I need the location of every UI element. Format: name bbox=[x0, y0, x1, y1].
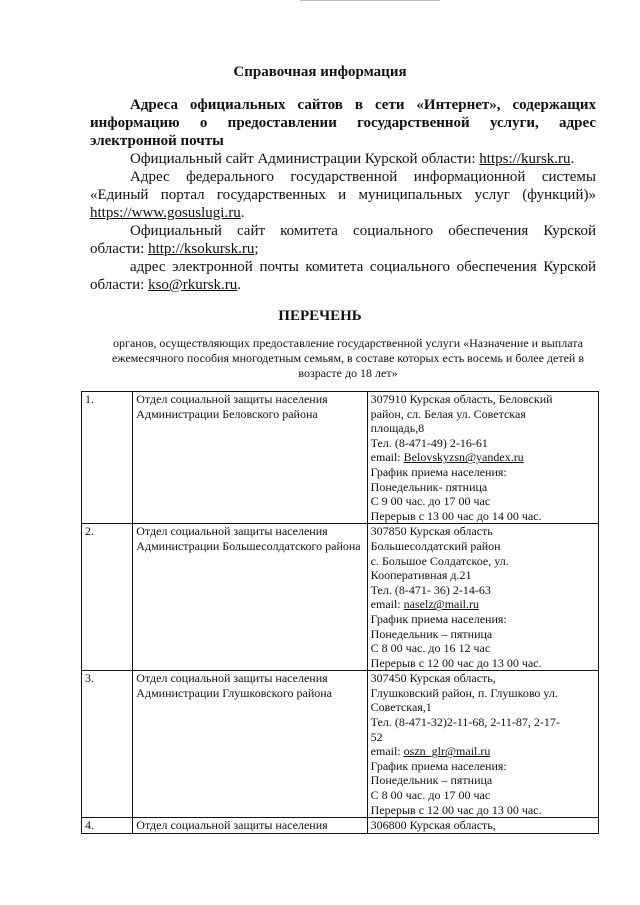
schedule-line: Перерыв с 12 00 час до 13 00 час. bbox=[370, 802, 542, 817]
email-link[interactable]: oszn_glr@mail.ru bbox=[403, 744, 491, 759]
paragraph-text: адрес электронной почты комитета социального обеспечения Курской области: bbox=[90, 259, 596, 293]
address-line: 307910 Курская область, Беловский bbox=[370, 392, 553, 406]
kursk-site-link[interactable]: https://kursk.ru bbox=[479, 151, 571, 167]
organization-name: Отдел социальной защиты населения Администрации Большесолдатского района bbox=[133, 524, 367, 671]
table-row bbox=[82, 671, 599, 818]
address-line: Кооперативная д.21 bbox=[370, 568, 472, 583]
address-line: 52 bbox=[370, 729, 383, 744]
paragraph-gosuslugi bbox=[90, 168, 596, 222]
punct: . bbox=[240, 205, 245, 221]
email-label: email: bbox=[370, 744, 404, 759]
email-line bbox=[371, 744, 595, 759]
list-subtitle: органов, осуществляющих предоставление государственной услуги «Назначение и выплата ежемесячного пособия многодетным семьям, в составе которых есть восемь и более детей в возрасте до 18 лет» bbox=[111, 336, 585, 380]
table-row bbox=[82, 524, 599, 671]
email-label: email: bbox=[370, 597, 404, 612]
organization-name: Отдел социальной защиты населения bbox=[133, 818, 367, 834]
schedule-line: Понедельник- пятница bbox=[370, 479, 488, 494]
schedule-line: Перерыв с 13 00 час до 14 00 час. bbox=[370, 508, 542, 523]
organizations-table bbox=[81, 391, 599, 834]
punct: . bbox=[237, 277, 242, 293]
paragraph-text: Официальный сайт Администрации Курской области: bbox=[130, 151, 480, 167]
schedule-line: График приема населения: bbox=[370, 464, 507, 479]
organization-contacts bbox=[367, 524, 598, 671]
paragraph-line: Адрес федерального государственной информационной системы bbox=[130, 169, 596, 185]
row-number: 4. bbox=[82, 818, 133, 834]
row-number: 3. bbox=[82, 671, 133, 818]
email-link[interactable]: Belovskyzsn@yandex.ru bbox=[403, 450, 524, 465]
address-line: 307850 Курская область bbox=[370, 524, 493, 539]
schedule-line: С 8 00 час. до 16 12 час bbox=[370, 641, 491, 656]
email-label: email: bbox=[370, 450, 404, 465]
paragraph-email bbox=[90, 258, 596, 294]
table-row bbox=[82, 818, 599, 834]
email-link[interactable]: naselz@mail.ru bbox=[403, 597, 480, 612]
schedule-line: С 8 00 час. до 17 00 час bbox=[370, 788, 491, 803]
top-rule bbox=[300, 0, 440, 1]
address-line: площадь,8 bbox=[370, 421, 425, 436]
page-title: Справочная информация bbox=[233, 64, 407, 80]
email-line bbox=[371, 597, 595, 612]
row-number: 2. bbox=[82, 524, 133, 671]
organization-contacts bbox=[367, 818, 598, 834]
schedule-line: Понедельник – пятница bbox=[370, 773, 493, 788]
paragraph-ksokursk-site bbox=[90, 222, 596, 258]
organization-contacts bbox=[367, 671, 598, 818]
organization-contacts bbox=[367, 392, 598, 524]
paragraph-text: Официальный сайт комитета социального обеспечения Курской области: bbox=[90, 223, 596, 257]
address-line: 307450 Курская область, bbox=[370, 671, 496, 686]
address-line: Тел. (8-471- 36) 2-14-63 bbox=[370, 582, 491, 597]
address-line: район, сл. Белая ул. Советская bbox=[370, 406, 526, 421]
row-number: 1. bbox=[82, 392, 133, 524]
schedule-line: Понедельник – пятница bbox=[370, 626, 493, 641]
gosuslugi-link[interactable]: https://www.gosuslugi.ru bbox=[90, 205, 241, 221]
schedule-line: С 9 00 час. до 17 00 час bbox=[370, 494, 491, 509]
paragraph-line: «Единый портал государственных и муниципальных услуг (функций)» bbox=[90, 187, 596, 203]
organization-name: Отдел социальной защиты населения Администрации Беловского района bbox=[133, 392, 367, 524]
punct: ; bbox=[254, 241, 259, 257]
email-line bbox=[371, 450, 595, 465]
address-line: 306800 Курская область, bbox=[370, 818, 496, 833]
section-heading: Адреса официальных сайтов в сети «Интернет», содержащих информацию о предоставлении государственной услуги, адрес электронной почты bbox=[90, 97, 596, 149]
schedule-line: График приема населения: bbox=[370, 758, 507, 773]
address-line: Советская,1 bbox=[370, 700, 432, 715]
schedule-line: График приема населения: bbox=[370, 611, 507, 626]
address-line: Тел. (8-471-49) 2-16-61 bbox=[370, 435, 488, 450]
kso-email-link[interactable]: kso@rkursk.ru bbox=[148, 277, 238, 293]
address-line: Глушковский район, п. Глушково ул. bbox=[370, 685, 558, 700]
list-title: ПЕРЕЧЕНЬ bbox=[278, 308, 362, 324]
address-line: Большесолдатский район bbox=[370, 538, 501, 553]
punct: . bbox=[570, 151, 575, 167]
address-line: Тел. (8-471-32)2-11-68, 2-11-87, 2-17- bbox=[370, 715, 560, 730]
paragraph-kursk-site bbox=[90, 150, 596, 168]
organization-name: Отдел социальной защиты населения Администрации Глушковского района bbox=[133, 671, 367, 818]
ksokursk-link[interactable]: http://ksokursk.ru bbox=[148, 241, 255, 257]
schedule-line: Перерыв с 12 00 час до 13 00 час. bbox=[370, 655, 542, 670]
address-line: с. Большое Солдатское, ул. bbox=[370, 553, 509, 568]
table-row bbox=[82, 392, 599, 524]
